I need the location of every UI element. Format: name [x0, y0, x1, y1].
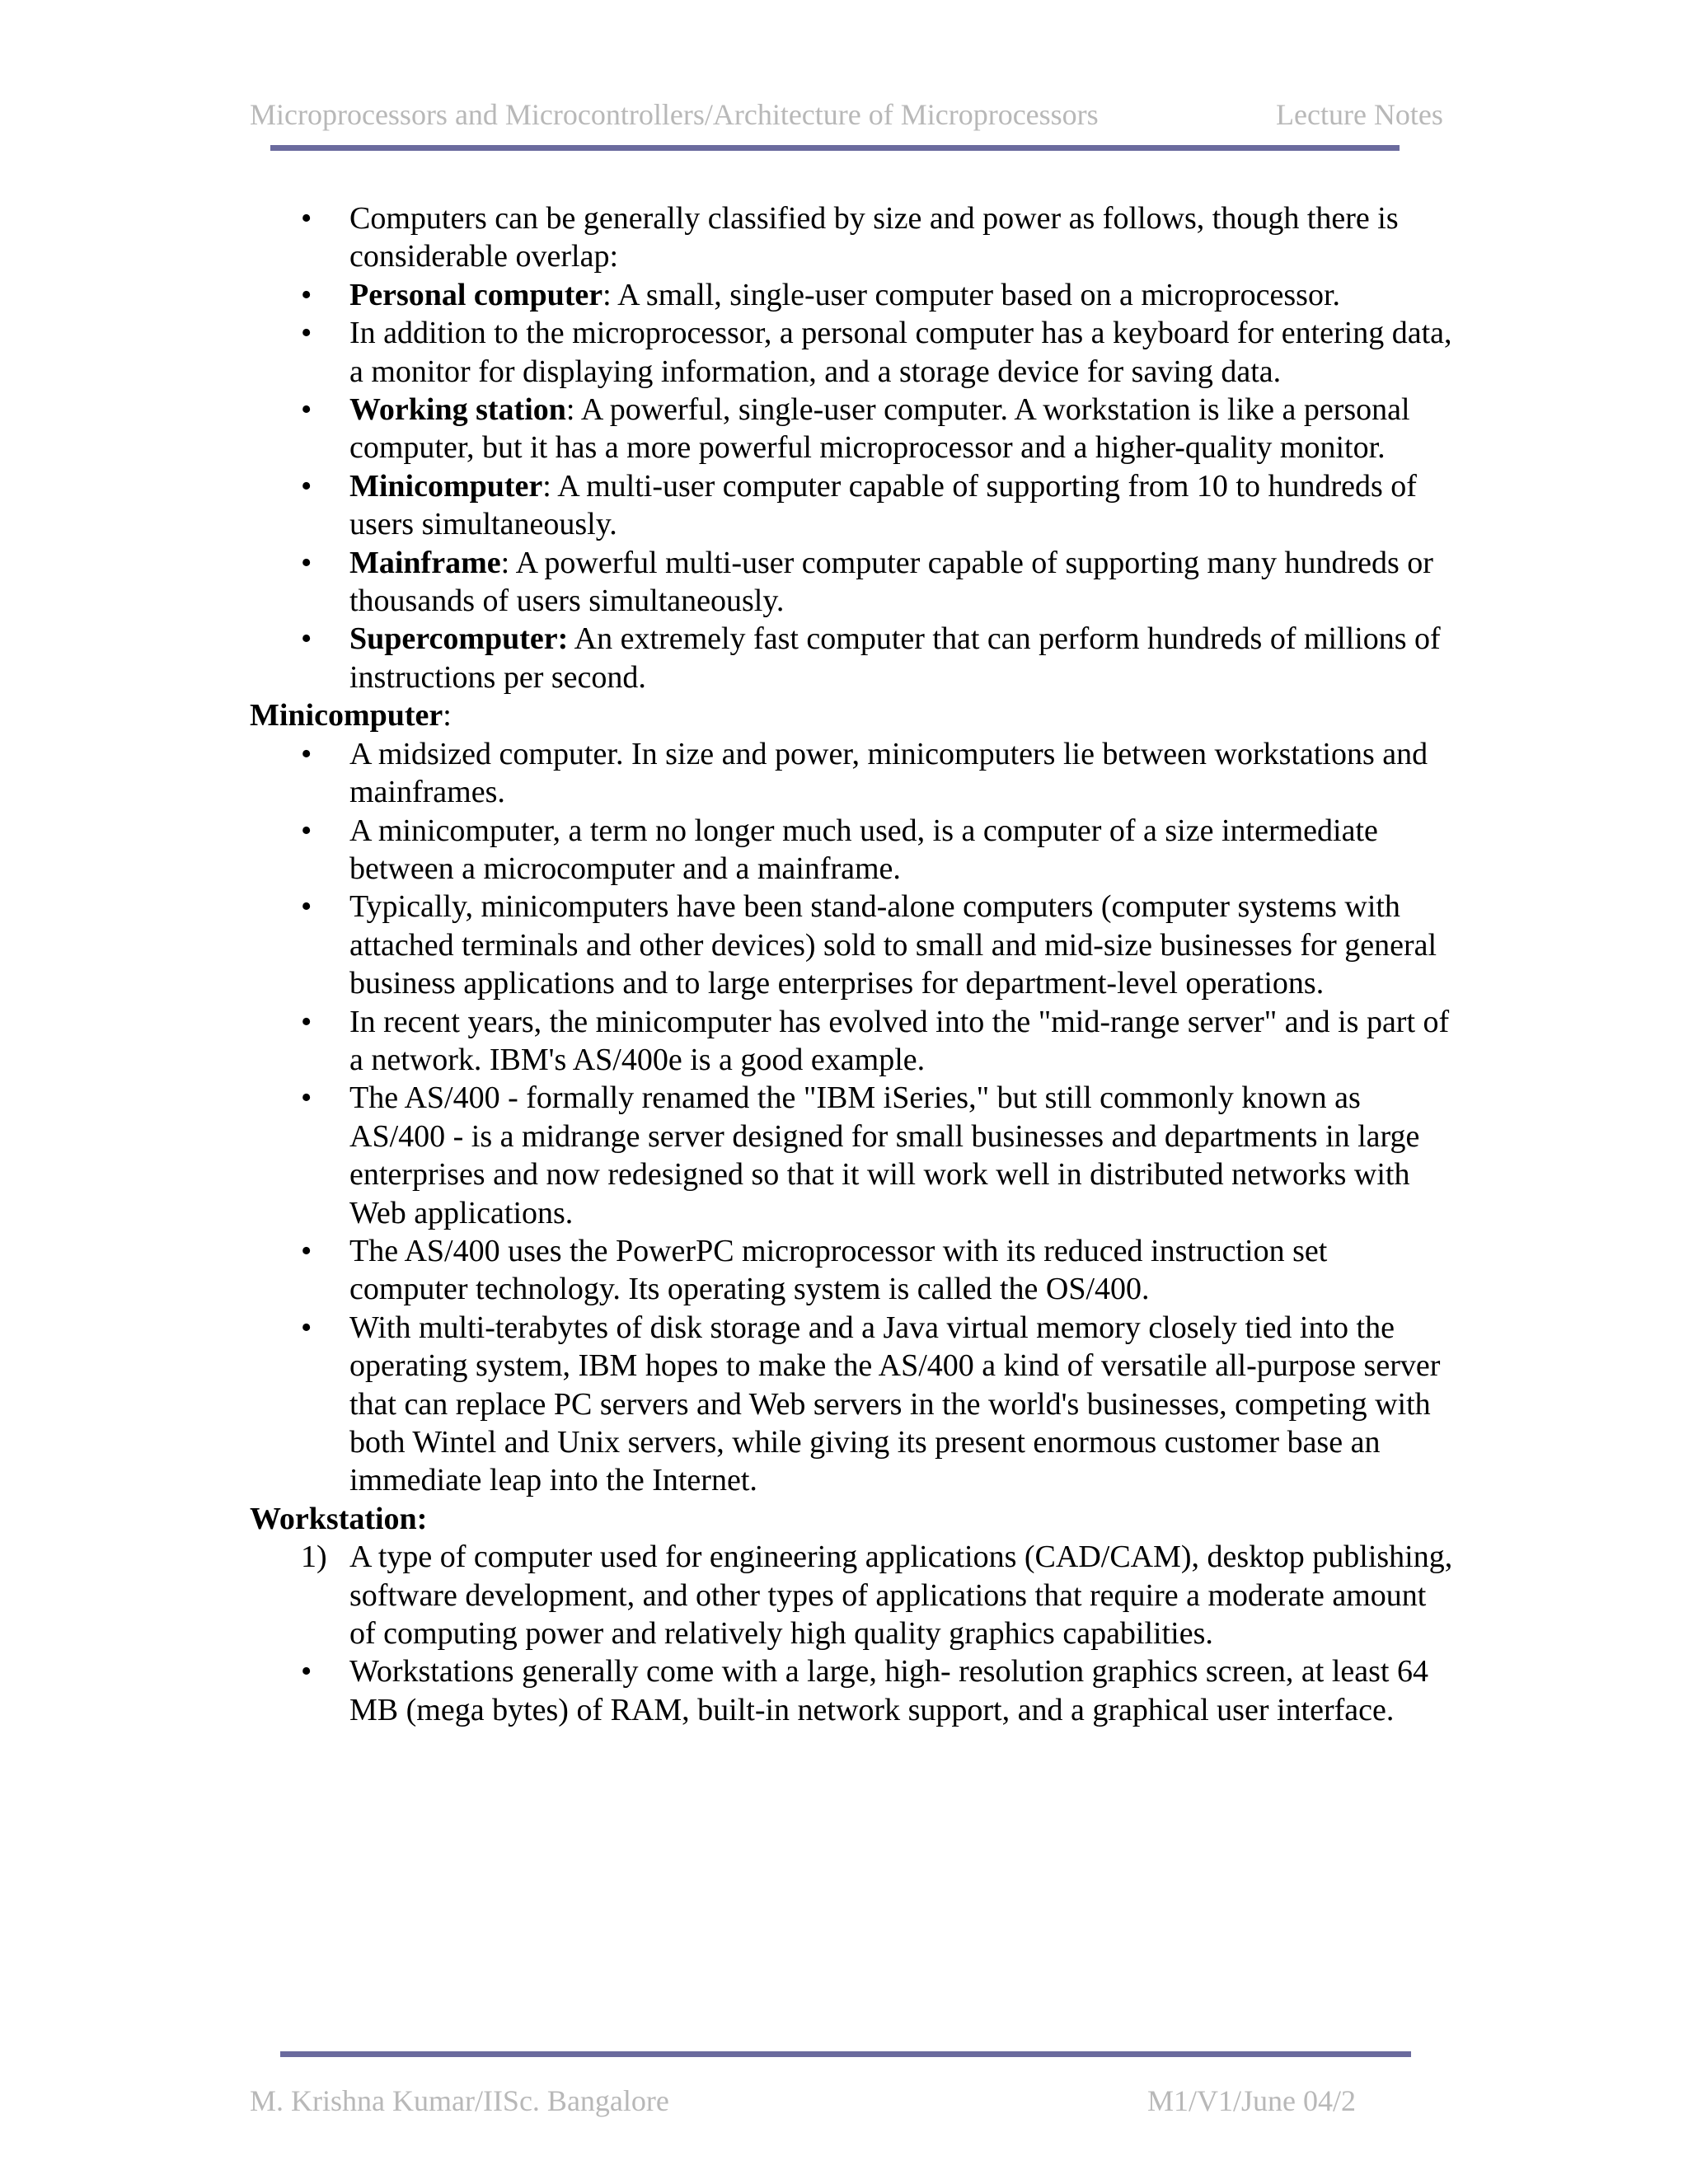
item-text: A minicomputer, a term no longer much used, is a computer of a size intermediate between a microcomputer and a mainframe. [349, 813, 1378, 886]
bullet: • [301, 736, 312, 771]
bullet: • [301, 1654, 312, 1690]
term: Mainframe [349, 545, 501, 580]
heading-text: Minicomputer [250, 698, 443, 733]
item-text: A midsized computer. In size and power, minicomputers lie between workstations and mainframes. [349, 736, 1428, 810]
item-text: Computers can be generally classified by size and power as follows, though there is considerable overlap: [349, 201, 1399, 274]
list-item [250, 620, 1453, 696]
item-text: The AS/400 uses the PowerPC microprocessor with its reduced instruction set computer technology. Its operating system is called the OS/400. [349, 1233, 1328, 1307]
term: Personal computer [349, 277, 603, 312]
heading-suffix: : [443, 698, 452, 733]
workstation-list [250, 1538, 1453, 1729]
item-text: With multi-terabytes of disk storage and a Java virtual memory closely tied into the operating system, IBM hopes to make the AS/400 a kind of versatile all-purpose server that can replace PC servers and Web servers in the world's businesses, competing with both Wintel and Unix servers, while giving its present enormous customer base an immediate leap into the Internet. [349, 1310, 1441, 1498]
running-header-title: Microprocessors and Microcontrollers/Architecture of Microprocessors [250, 98, 1099, 131]
bullet: • [301, 277, 312, 312]
bullet: • [301, 392, 312, 428]
running-header-label: Lecture Notes [1276, 98, 1443, 131]
item-text: : A multi-user computer capable of supporting from 10 to hundreds of users simultaneously. [349, 468, 1417, 542]
minicomputer-heading [250, 696, 1453, 734]
term: Supercomputer: [349, 621, 569, 657]
footer-page-id: M1/V1/June 04/2 [1147, 2084, 1357, 2117]
list-item [250, 1079, 1453, 1232]
list-marker: 1) [301, 1540, 327, 1575]
list-item [250, 276, 1453, 314]
bullet: • [301, 316, 312, 351]
bullet: • [301, 1233, 312, 1268]
minicomputer-list [250, 735, 1453, 1500]
item-text: The AS/400 - formally renamed the "IBM iSeries," but still commonly known as AS/400 - is a midrange server designed for small businesses and departments in large enterprises and now redesigned so that it will work well in distributed networks with Web applications. [349, 1080, 1420, 1230]
list-item [250, 467, 1453, 544]
bullet: • [301, 813, 312, 848]
bullet: • [301, 1004, 312, 1039]
list-item [250, 1003, 1453, 1080]
bullet: • [301, 1080, 312, 1116]
bullet: • [301, 468, 312, 504]
list-item [250, 391, 1453, 467]
list-item [250, 1309, 1453, 1500]
item-text: An extremely fast computer that can perform hundreds of millions of instructions per second. [349, 621, 1441, 695]
list-item [250, 544, 1453, 621]
list-item [250, 735, 1453, 812]
bullet: • [301, 1310, 312, 1345]
list-item [250, 314, 1453, 391]
item-text: A type of computer used for engineering applications (CAD/CAM), desktop publishing, software development, and other types of applications that require a moderate amount of computing power and relatively high quality graphics capabilities. [349, 1540, 1453, 1652]
bullet: • [301, 889, 312, 925]
page-body [250, 199, 1453, 1729]
list-item [250, 1652, 1453, 1729]
item-text: : A powerful multi-user computer capable of supporting many hundreds or thousands of users simultaneously. [349, 545, 1433, 619]
list-item [250, 812, 1453, 888]
classification-list [250, 199, 1453, 696]
list-item [250, 1232, 1453, 1309]
bullet: • [301, 201, 312, 236]
bullet: • [301, 545, 312, 580]
list-item [250, 888, 1453, 1002]
item-text: In addition to the microprocessor, a personal computer has a keyboard for entering data, a monitor for displaying information, and a storage device for saving data. [349, 316, 1452, 389]
term: Working station [349, 392, 566, 428]
list-item [250, 199, 1453, 276]
term: Minicomputer [349, 468, 543, 504]
list-item [250, 1538, 1453, 1652]
bullet: • [301, 621, 312, 657]
footer-rule [280, 2051, 1411, 2057]
item-text: Typically, minicomputers have been stand-alone computers (computer systems with attached terminals and other devices) sold to small and mid-size businesses for general business applications and to large enterprises for department-level operations. [349, 889, 1437, 1001]
workstation-heading: Workstation: [250, 1501, 428, 1536]
item-text: : A small, single-user computer based on a microprocessor. [603, 277, 1341, 312]
footer-author: M. Krishna Kumar/IISc. Bangalore [250, 2084, 669, 2117]
header-rule [270, 145, 1400, 151]
item-text: : A powerful, single-user computer. A workstation is like a personal computer, but it has a more powerful microprocessor and a higher-quality monitor. [349, 392, 1410, 466]
item-text: Workstations generally come with a large, high- resolution graphics screen, at least 64 MB (mega bytes) of RAM, built-in network support, and a graphical user interface. [349, 1654, 1428, 1727]
item-text: In recent years, the minicomputer has evolved into the "mid-range server" and is part of a network. IBM's AS/400e is a good example. [349, 1004, 1450, 1077]
